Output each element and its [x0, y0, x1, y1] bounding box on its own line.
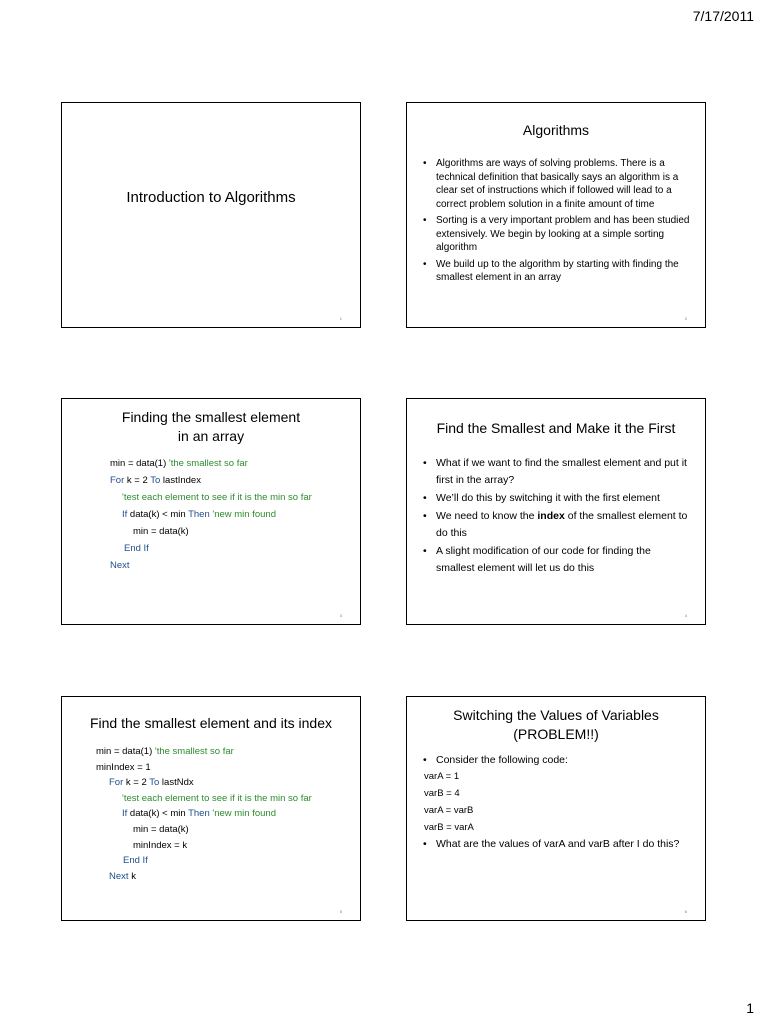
code-text: k = 2 [126, 475, 148, 486]
bullet-list [407, 157, 705, 285]
slide-title-line: (PROBLEM!!) [513, 726, 599, 742]
slide-6 [406, 696, 706, 921]
code-line [62, 540, 360, 557]
code-line [62, 489, 360, 506]
bullet-item [423, 508, 691, 542]
code-line [62, 775, 360, 791]
code-keyword: If [122, 808, 128, 820]
code-text: k [131, 870, 136, 882]
code-comment: 'new min found [212, 509, 276, 520]
slide-2 [406, 102, 706, 328]
code-keyword: Then [188, 808, 210, 820]
code-line [62, 853, 360, 869]
slide-5 [61, 696, 361, 921]
bullet-text: of the smallest element to do this [436, 510, 688, 539]
page-date: 7/17/2011 [692, 8, 754, 24]
code-keyword: End If [124, 543, 149, 554]
slide-1 [61, 102, 361, 328]
slide-4 [406, 398, 706, 625]
code-keyword: For [110, 475, 125, 486]
code-text: lastNdx [161, 777, 194, 789]
code-line [62, 760, 360, 776]
code-line [62, 523, 360, 540]
slide-title-line: Switching the Values of Variables [453, 707, 659, 723]
code-line: varA = 1 [424, 771, 460, 782]
code-line [62, 838, 360, 854]
slide-title [407, 706, 705, 744]
slide-3 [61, 398, 361, 625]
code-block [62, 455, 360, 574]
code-line: varA = varB [424, 805, 474, 816]
bullet-list [407, 836, 705, 852]
bullet-item: • We’ll do this by switching it with the first element [423, 490, 691, 507]
bullet-list [407, 455, 705, 577]
code-text: min = data(1) [110, 458, 167, 469]
code-keyword: To [149, 777, 160, 789]
code-comment: 'test each element to see if it is the min so far [122, 792, 312, 804]
bullet-item: • We build up to the algorithm by starting with finding the smallest element in an array [423, 258, 691, 285]
code-keyword: To [150, 475, 161, 486]
code-keyword: Then [188, 509, 210, 520]
code-line [62, 557, 360, 574]
code-text: min = data(k) [133, 526, 189, 537]
slide-title: Algorithms [522, 122, 590, 138]
slide-title-line: in an array [177, 428, 245, 444]
slide-title-line: Finding the smallest element [121, 409, 301, 425]
bullet-item: • Sorting is a very important problem and has been studied extensively. We begin by looking at a simple sorting algorithm [423, 214, 691, 255]
slide-title [62, 408, 360, 446]
bullet-text: We need to know the [436, 510, 535, 522]
slide-title: Find the smallest element and its index [89, 715, 332, 731]
bullet-item: • What are the values of varA and varB after I do this? [423, 836, 691, 852]
bullet-item: • A slight modification of our code for finding the smallest element will let us do this [423, 543, 691, 577]
code-text: k = 2 [125, 777, 147, 789]
bullet-item: • Consider the following code: [423, 752, 691, 768]
slide-title: Introduction to Algorithms [126, 189, 296, 206]
code-text: data(k) < min [129, 808, 186, 820]
code-line [62, 744, 360, 760]
bullet-emphasis: index [537, 510, 565, 522]
code-line [62, 472, 360, 489]
code-keyword: If [122, 509, 128, 520]
bullet-list [407, 752, 705, 768]
bullet-item: • What if we want to find the smallest element and put it first in the array? [423, 455, 691, 489]
slide-number: 2 [684, 316, 687, 321]
code-keyword: For [109, 777, 124, 789]
code-keyword: Next [109, 870, 129, 882]
slide-title: Find the Smallest and Make it the First [436, 420, 676, 436]
code-comment: 'the smallest so far [154, 746, 234, 757]
slide-number: 4 [684, 613, 687, 618]
code-line [62, 806, 360, 822]
code-line: varB = varA [424, 822, 474, 833]
code-line [62, 822, 360, 838]
slide-number: 5 [339, 909, 342, 914]
code-text: lastIndex [162, 475, 201, 486]
slide-number: 6 [684, 909, 687, 914]
code-line: varB = 4 [424, 788, 460, 799]
slide-number: 3 [339, 613, 342, 618]
slide-number: 1 [339, 316, 342, 321]
code-line [62, 506, 360, 523]
code-line [62, 791, 360, 807]
code-comment: 'the smallest so far [168, 458, 248, 469]
bullet-item: • Algorithms are ways of solving problems. There is a technical definition that basically says an algorithm is a clear set of instructions which if followed will lead to a correct problem solution in a finite amount of time [423, 157, 691, 211]
code-comment: 'new min found [212, 808, 276, 820]
code-text: min = data(k) [133, 823, 189, 835]
code-comment: 'test each element to see if it is the min so far [122, 492, 312, 503]
code-block [62, 744, 360, 884]
code-line [62, 869, 360, 885]
code-text: min = data(1) [96, 746, 153, 757]
code-keyword: Next [110, 560, 130, 571]
code-text: minIndex = k [133, 839, 188, 851]
code-text: data(k) < min [129, 509, 186, 520]
code-line [62, 455, 360, 472]
code-keyword: End If [123, 855, 148, 867]
page-number: 1 [746, 1000, 754, 1016]
code-text: minIndex = 1 [96, 761, 151, 773]
code-block [407, 768, 705, 836]
